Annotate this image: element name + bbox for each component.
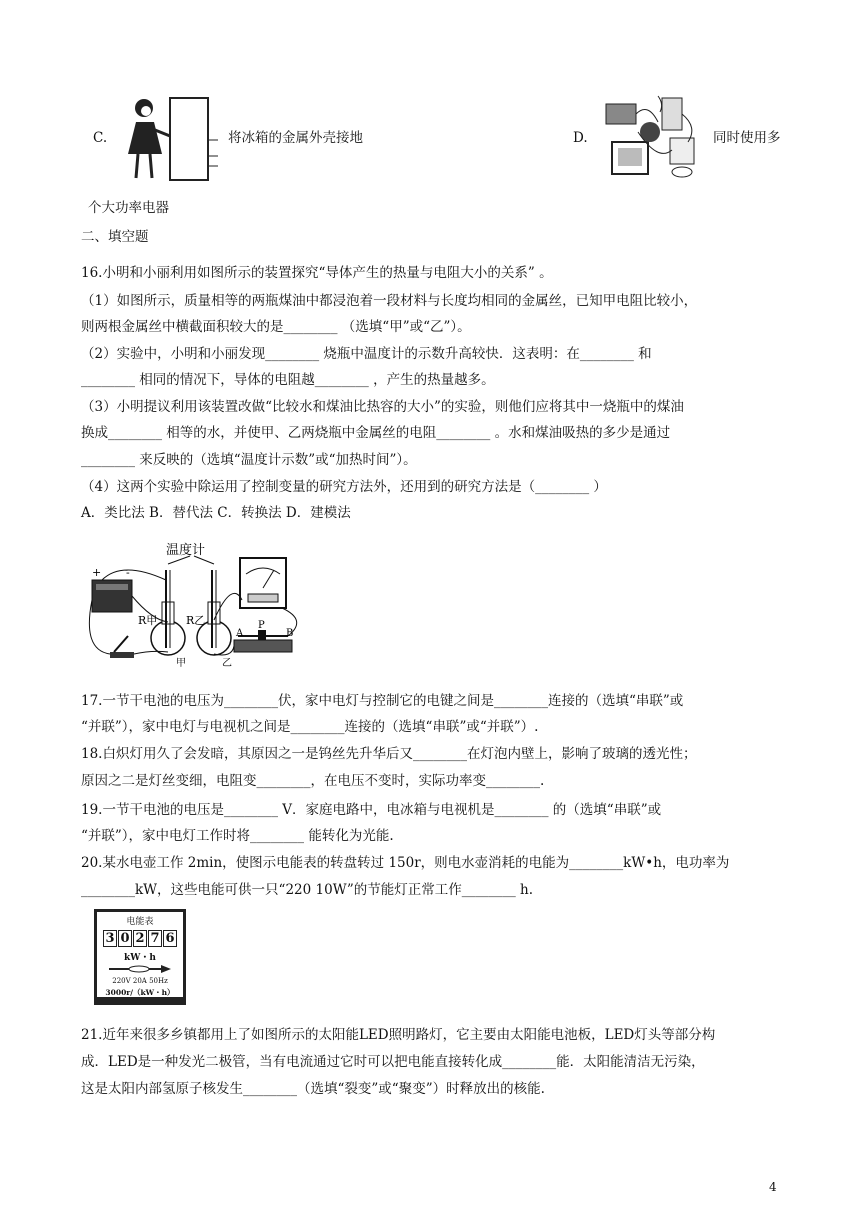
thermometer-label: 温度计 <box>166 543 206 558</box>
q16-line-7: 换成________ 相等的水，并使甲、乙两烧瓶中金属丝的电阻________ 。水和煤油吸热的多少是通过 <box>81 425 671 441</box>
option-c-label: C. <box>93 130 108 146</box>
section-title: 二、填空题 <box>81 229 149 245</box>
q17-line-1: 17.一节干电池的电压为________伏，家中电灯与控制它的电键之间是________连接的（选填“串联”或 <box>81 693 684 709</box>
q21-line-2: 成．LED是一种发光二极管，当有电流通过它时可以把电能直接转化成________能．太阳能清洁无污染， <box>81 1054 705 1070</box>
fridge-grounding-illustration <box>120 96 220 186</box>
meter-spec: 220V 20A 50Hz <box>112 977 168 985</box>
meter-digit: 7 <box>148 930 162 947</box>
meter-digit: 6 <box>163 930 177 947</box>
q16-line-9: （4）这两个实验中除运用了控制变量的研究方法外，还用到的研究方法是（________ ） <box>81 479 607 495</box>
rheostat-a-label: A <box>236 628 244 639</box>
option-d-text: 同时使用多 <box>713 130 781 146</box>
energy-meter-figure <box>94 909 186 1005</box>
q20-line-2: ________kW，这些电能可供一只“220 10W”的节能灯正常工作________ h. <box>81 882 533 898</box>
resistor-jia-label: R甲 <box>138 614 158 627</box>
resistor-yi-label: R乙 <box>186 614 206 627</box>
flask-jia-label: 甲 <box>176 658 186 668</box>
meter-digit: 0 <box>118 930 132 947</box>
battery-plus-label: + <box>92 566 102 579</box>
meter-title: 电能表 <box>126 917 154 927</box>
q16-line-1: 16.小明和小丽利用如图所示的装置探究“导体产生的热量与电阻大小的关系” 。 <box>81 265 553 281</box>
meter-disc-arrow-icon <box>105 964 175 974</box>
q16-line-10: A．类比法 B．替代法 C．转换法 D．建模法 <box>81 505 351 521</box>
q20-line-1: 20.某水电壶工作 2min，使图示电能表的转盘转过 150r，则电水壶消耗的电能为________kW•h，电功率为 <box>81 855 730 871</box>
q17-line-2: “并联”），家中电灯与电视机之间是________连接的（选填“串联”或“并联”）. <box>81 719 539 735</box>
q18-line-2: 原因之二是灯丝变细，电阻变________，在电压不变时，实际功率变________. <box>81 773 545 789</box>
q16-line-4: （2）实验中，小明和小丽发现________ 烧瓶中温度计的示数升高较快．这表明：在________ 和 <box>81 346 652 362</box>
q21-line-3: 这是太阳内部氢原子核发生________（选填“裂变”或“聚变”）时释放出的核能. <box>81 1081 545 1097</box>
q19-line-1: 19.一节干电池的电压是________ V．家庭电路中，电冰箱与电视机是________ 的（选填“串联”或 <box>81 802 662 818</box>
flask-yi-label: 乙 <box>222 658 232 668</box>
option-c-text: 将冰箱的金属外壳接地 <box>228 130 363 146</box>
q19-line-2: “并联”），家中电灯工作时将________ 能转化为光能. <box>81 828 394 844</box>
q16-line-3: 则两根金属丝中横截面积较大的是________ （选填“甲”或“乙”）。 <box>81 319 471 335</box>
q16-line-8: ________ 来反映的（选填“温度计示数”或“加热时间”）。 <box>81 452 417 468</box>
meter-digit: 2 <box>133 930 147 947</box>
meter-unit: kW・h <box>124 953 156 963</box>
battery-minus-label: - <box>126 566 130 579</box>
q16-line-6: （3）小明提议利用该装置改做“比较水和煤油比热容的大小”的实验，则他们应将其中一烧瓶中的煤油 <box>81 399 684 415</box>
q16-line-2: （1）如图所示，质量相等的两瓶煤油中都浸泡着一段材料与长度均相同的金属丝，已知甲电阻比较小， <box>81 293 698 309</box>
multiple-appliances-illustration <box>598 92 706 184</box>
meter-rev: 3000r/（kW・h） <box>105 988 175 997</box>
rheostat-p-label: P <box>258 620 265 631</box>
meter-digit: 3 <box>103 930 117 947</box>
option-d-text-cont: 个大功率电器 <box>88 200 169 216</box>
q16-line-5: ________ 相同的情况下，导体的电阻越________ ，产生的热量越多。 <box>81 372 495 388</box>
meter-digits <box>97 930 183 947</box>
circuit-apparatus-figure <box>82 540 318 668</box>
option-d-label: D. <box>573 130 588 146</box>
page-number: 4 <box>769 1180 777 1194</box>
rheostat-b-label: B <box>286 628 294 639</box>
q18-line-1: 18.白炽灯用久了会发暗，其原因之一是钨丝先升华后又________在灯泡内壁上，影响了玻璃的透光性； <box>81 746 697 762</box>
q21-line-1: 21.近年来很多乡镇都用上了如图所示的太阳能LED照明路灯，它主要由太阳能电池板，LED灯头等部分构 <box>81 1027 716 1043</box>
